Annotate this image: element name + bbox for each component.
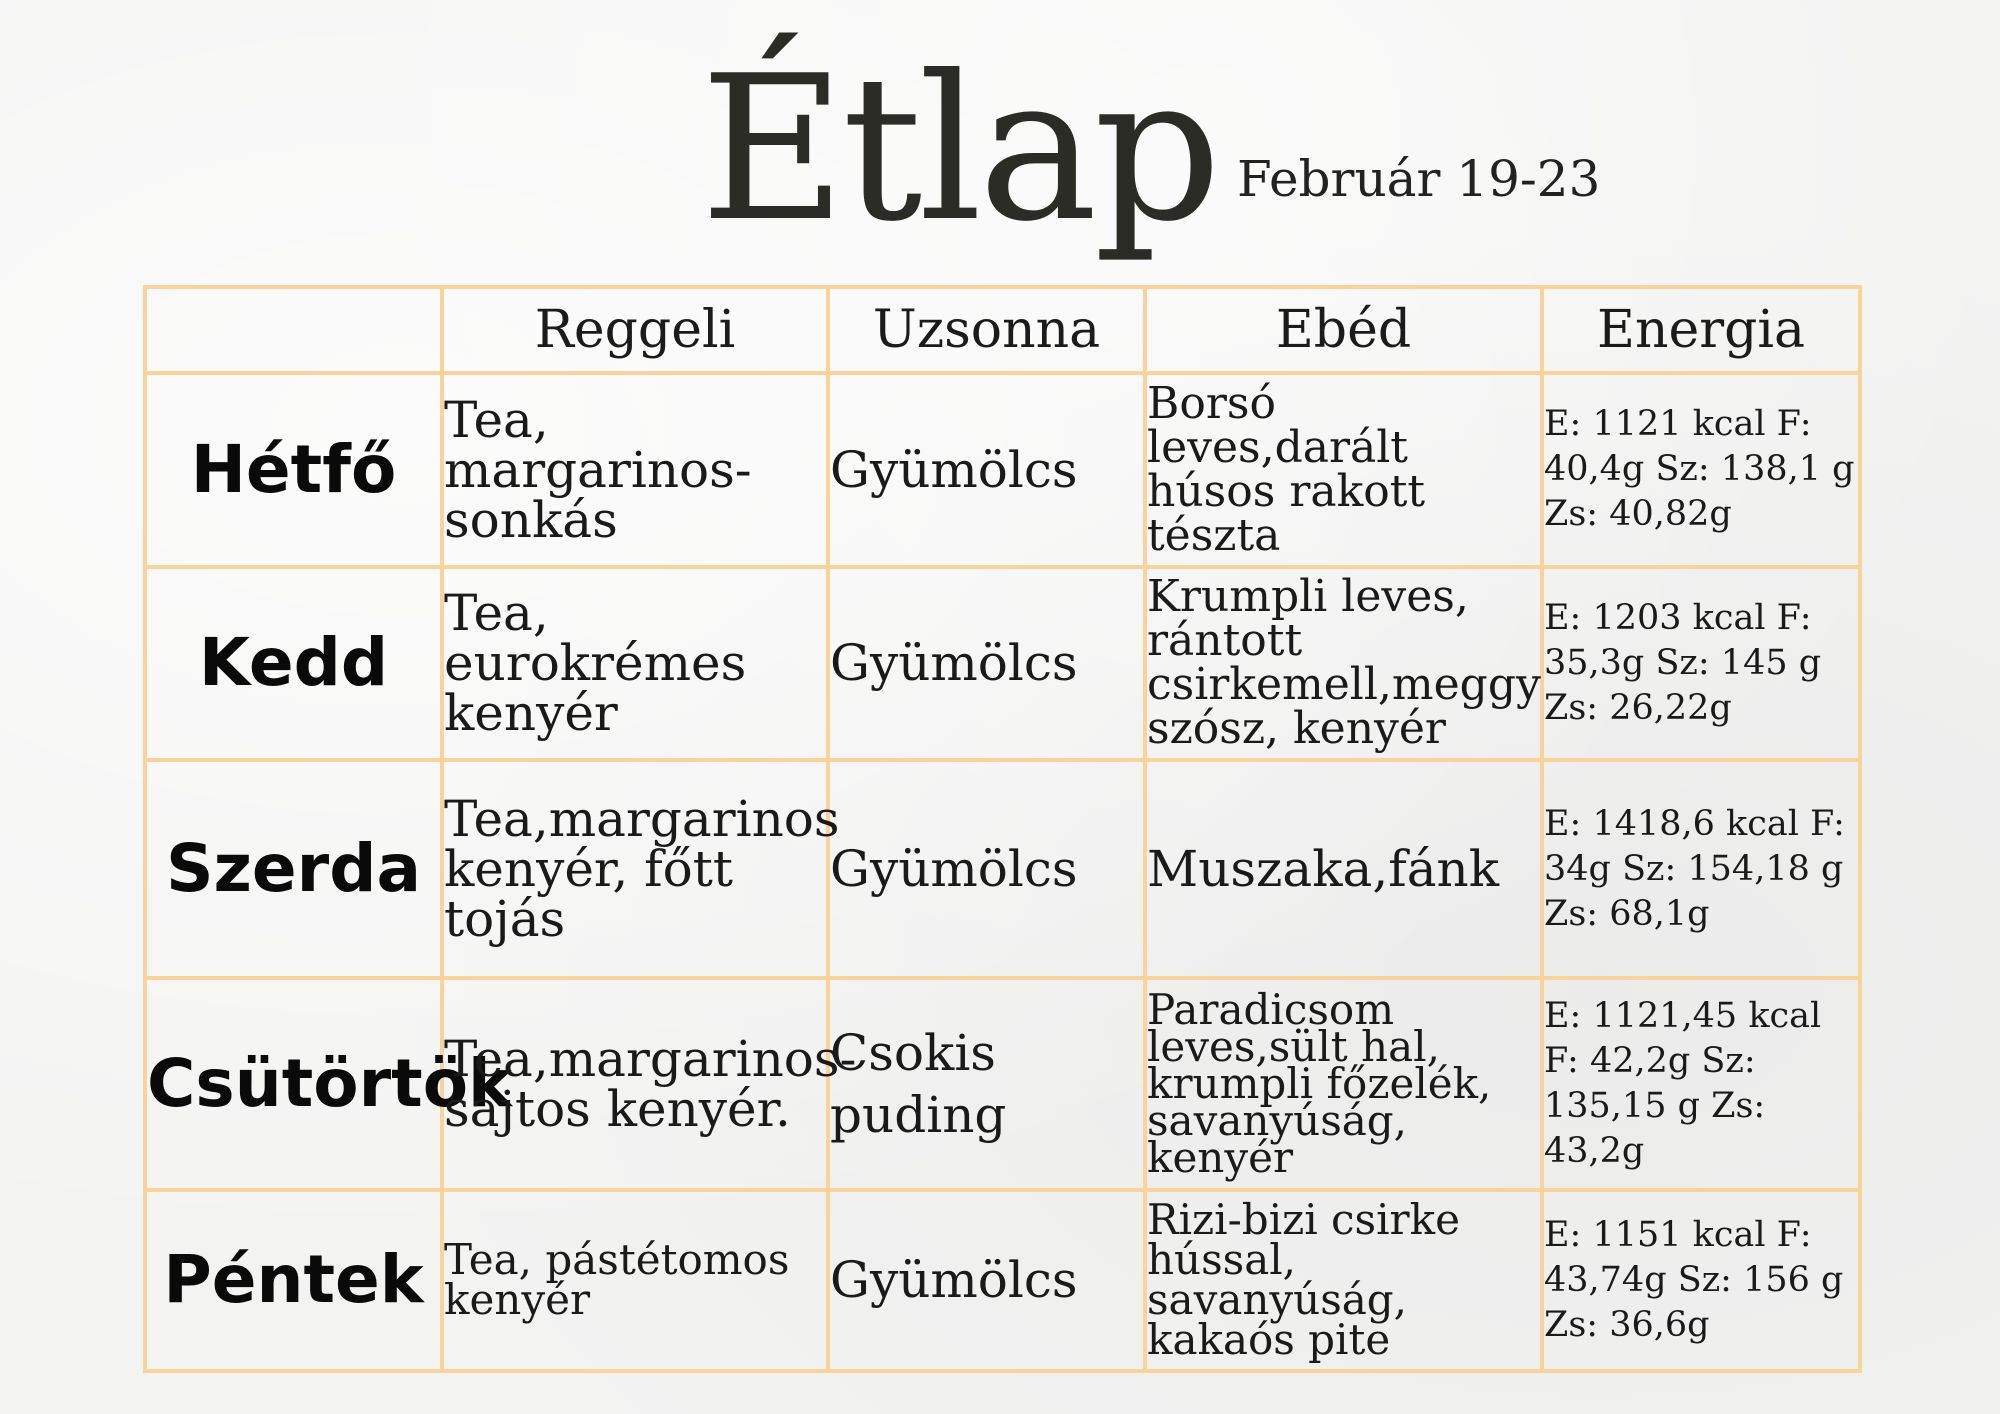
energia-cell: E: 1203 kcal F: 35,3g Sz: 145 g Zs: 26,22g (1542, 567, 1860, 760)
energia-cell: E: 1151 kcal F: 43,74g Sz: 156 g Zs: 36,6g (1542, 1190, 1860, 1371)
ebed-cell: Rizi-bizi csirke hússal, savanyúság, kakaós pite (1145, 1190, 1542, 1371)
energia-cell: E: 1121 kcal F: 40,4g Sz: 138,1 g Zs: 40,82g (1542, 373, 1860, 566)
ebed-cell: Muszaka,fánk (1145, 760, 1542, 978)
header-corner (145, 287, 442, 373)
ebed-cell: Borsó leves,darált húsos rakott tészta (1145, 373, 1542, 566)
ebed-cell: Krumpli leves, rántott csirkemell,meggy szósz, kenyér (1145, 567, 1542, 760)
day-cell: Péntek (145, 1190, 442, 1371)
uzsonna-cell: Gyümölcs (828, 760, 1145, 978)
day-cell: Szerda (145, 760, 442, 978)
table-row (145, 1190, 1860, 1371)
header-row (145, 287, 1860, 373)
reggeli-cell: Tea,margarinos kenyér, főtt tojás (442, 760, 828, 978)
ebed-cell: Paradicsom leves,sült hal, krumpli főzelék, savanyúság, kenyér (1145, 978, 1542, 1189)
table-row (145, 760, 1860, 978)
menu-table (143, 285, 1862, 1373)
day-cell: Hétfő (145, 373, 442, 566)
header-reggeli: Reggeli (442, 287, 828, 373)
reggeli-cell: Tea,margarinos-sajtos kenyér. (442, 978, 828, 1189)
page-title: Étlap (700, 33, 1218, 266)
table-row (145, 567, 1860, 760)
uzsonna-cell: Gyümölcs (828, 1190, 1145, 1371)
reggeli-cell: Tea, eurokrémes kenyér (442, 567, 828, 760)
energia-cell: E: 1121,45 kcal F: 42,2g Sz: 135,15 g Zs: 43,2g (1542, 978, 1860, 1189)
table-row (145, 978, 1860, 1189)
header-energia: Energia (1542, 287, 1860, 373)
header-ebed: Ebéd (1145, 287, 1542, 373)
reggeli-cell: Tea, margarinos-sonkás (442, 373, 828, 566)
reggeli-cell: Tea, pástétomos kenyér (442, 1190, 828, 1371)
uzsonna-cell: Gyümölcs (828, 373, 1145, 566)
table-row (145, 373, 1860, 566)
header-uzsonna: Uzsonna (828, 287, 1145, 373)
day-cell: Csütörtök (145, 978, 442, 1189)
date-range: Február 19-23 (1237, 150, 1601, 208)
uzsonna-cell: Csokis puding (828, 978, 1145, 1189)
uzsonna-cell: Gyümölcs (828, 567, 1145, 760)
energia-cell: E: 1418,6 kcal F: 34g Sz: 154,18 g Zs: 68,1g (1542, 760, 1860, 978)
day-cell: Kedd (145, 567, 442, 760)
